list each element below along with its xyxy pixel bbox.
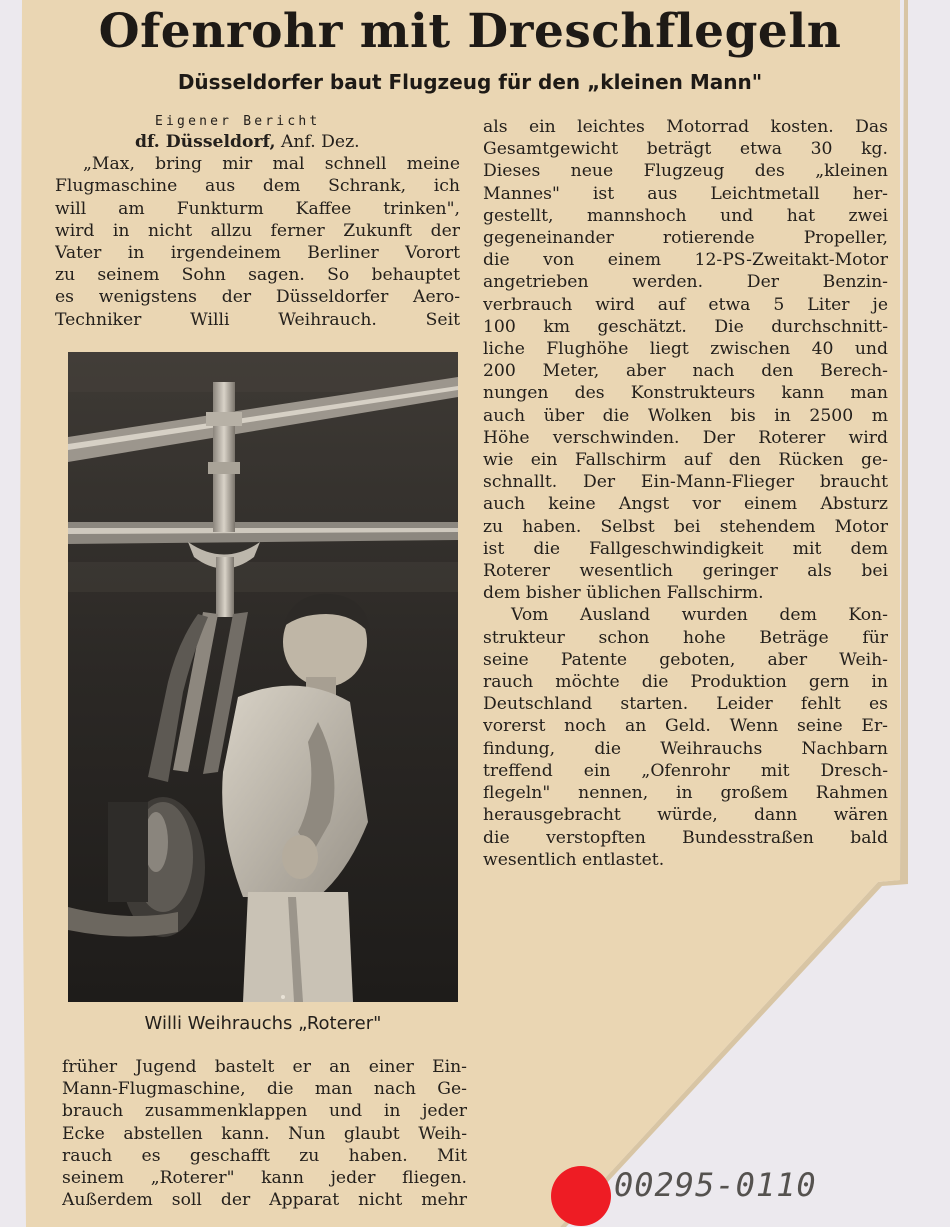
text-line: auch über die Wolken bis in 2500 m bbox=[483, 405, 888, 426]
text-line: „Max, bring mir mal schnell meine bbox=[83, 154, 460, 175]
text-line: gegeneinander rotierende Propeller, bbox=[483, 228, 888, 249]
text-line: 100 km geschätzt. Die durchschnitt- bbox=[483, 316, 888, 337]
text-line: angetrieben werden. Der Benzin- bbox=[483, 272, 888, 293]
text-line: Roterer wesentlich geringer als bei bbox=[483, 561, 888, 582]
text-line: Vater in irgendeinem Berliner Vorort bbox=[55, 243, 460, 264]
dateline-date: Anf. Dez. bbox=[281, 132, 360, 152]
text-line: flegeln" nennen, in großem Rahmen bbox=[483, 783, 888, 804]
left-bottom-lines bbox=[62, 1056, 467, 1211]
text-line: gestellt, mannshoch und hat zwei bbox=[483, 205, 888, 226]
left-column-continued bbox=[62, 1056, 467, 1211]
text-line: Vom Ausland wurden dem Kon- bbox=[511, 605, 888, 626]
text-line: brauch zusammenklappen und in jeder bbox=[62, 1101, 467, 1122]
text-line: rauch möchte die Produktion gern in bbox=[483, 672, 888, 693]
text-line: wie ein Fallschirm auf den Rücken ge- bbox=[483, 450, 888, 471]
text-line: wird in nicht allzu ferner Zukunft der bbox=[55, 220, 460, 241]
text-line: als ein leichtes Motorrad kosten. Das bbox=[483, 117, 888, 137]
text-line: liche Flughöhe liegt zwischen 40 und bbox=[483, 339, 888, 360]
text-line: will am Funkturm Kaffee trinken", bbox=[55, 198, 460, 219]
text-line: Flugmaschine aus dem Schrank, ich bbox=[55, 176, 460, 197]
right-lines-paragraph-2 bbox=[483, 604, 888, 870]
right-column bbox=[483, 116, 888, 871]
right-lines bbox=[483, 116, 888, 604]
text-line: vorerst noch an Geld. Wenn seine Er- bbox=[483, 716, 888, 737]
text-line: dem bisher üblichen Fallschirm. bbox=[483, 583, 764, 604]
text-line: herausgebracht würde, dann wären bbox=[483, 805, 888, 826]
dateline bbox=[55, 131, 460, 153]
text-line: zu seinem Sohn sagen. So behauptet bbox=[55, 265, 460, 286]
text-line: strukteur schon hohe Beträge für bbox=[483, 627, 888, 648]
text-line: schnallt. Der Ein-Mann-Flieger braucht bbox=[483, 472, 888, 493]
text-line: seine Patente geboten, aber Weih- bbox=[483, 649, 888, 670]
text-line: verbrauch wird auf etwa 5 Liter je bbox=[483, 294, 888, 315]
headline: Ofenrohr mit Dreschflegeln bbox=[98, 4, 842, 59]
text-line: rauch es geschafft zu haben. Mit bbox=[62, 1145, 467, 1166]
dateline-place: df. Düsseldorf, bbox=[135, 132, 276, 152]
text-line: Deutschland starten. Leider fehlt es bbox=[483, 694, 888, 715]
text-line: ist die Fallgeschwindigkeit mit dem bbox=[483, 538, 888, 559]
text-line: Höhe verschwinden. Der Roterer wird bbox=[483, 427, 888, 448]
text-line: früher Jugend bastelt er an einer Ein- bbox=[62, 1057, 467, 1077]
left-lines bbox=[55, 153, 460, 331]
text-line: Ecke abstellen kann. Nun glaubt Weih- bbox=[62, 1123, 467, 1144]
text-line: wesentlich entlastet. bbox=[483, 849, 665, 870]
text-line: Gesamtgewicht beträgt etwa 30 kg. bbox=[483, 139, 888, 160]
text-line: 200 Meter, aber nach den Berech- bbox=[483, 361, 888, 382]
left-column bbox=[55, 113, 460, 331]
subheadline: Düsseldorfer baut Flugzeug für den „kleinen Mann" bbox=[177, 70, 763, 94]
text-line: treffend ein „Ofenrohr mit Dresch- bbox=[483, 760, 888, 781]
text-line: zu haben. Selbst bei stehendem Motor bbox=[483, 516, 888, 537]
text-line: die von einem 12-PS-Zweitakt-Motor bbox=[483, 250, 888, 271]
text-line: Dieses neue Flugzeug des „kleinen bbox=[483, 161, 888, 182]
archive-number: 00295-0110 bbox=[614, 1166, 817, 1204]
text-line: es wenigstens der Düsseldorfer Aero- bbox=[55, 287, 460, 308]
text-line: Mann-Flugmaschine, die man nach Ge- bbox=[62, 1079, 467, 1100]
text-line: auch keine Angst vor einem Absturz bbox=[483, 494, 888, 515]
text-line: Außerdem soll der Apparat nicht mehr bbox=[62, 1190, 467, 1211]
text-line: seinem „Roterer" kann jeder fliegen. bbox=[62, 1168, 467, 1189]
photo-caption: Willi Weihrauchs „Roterer" bbox=[144, 1013, 382, 1034]
photo-illustration bbox=[68, 352, 458, 1002]
text-line: die verstopften Bundesstraßen bald bbox=[483, 827, 888, 848]
kicker: Eigener Bericht bbox=[155, 114, 321, 129]
text-line: findung, die Weihrauchs Nachbarn bbox=[483, 738, 888, 759]
red-marker-dot bbox=[551, 1166, 611, 1226]
text-line: nungen des Konstrukteurs kann man bbox=[483, 383, 888, 404]
text-line: Mannes" ist aus Leichtmetall her- bbox=[483, 183, 888, 204]
photo-roterer bbox=[68, 352, 458, 1002]
text-line: Techniker Willi Weihrauch. Seit bbox=[55, 309, 460, 330]
